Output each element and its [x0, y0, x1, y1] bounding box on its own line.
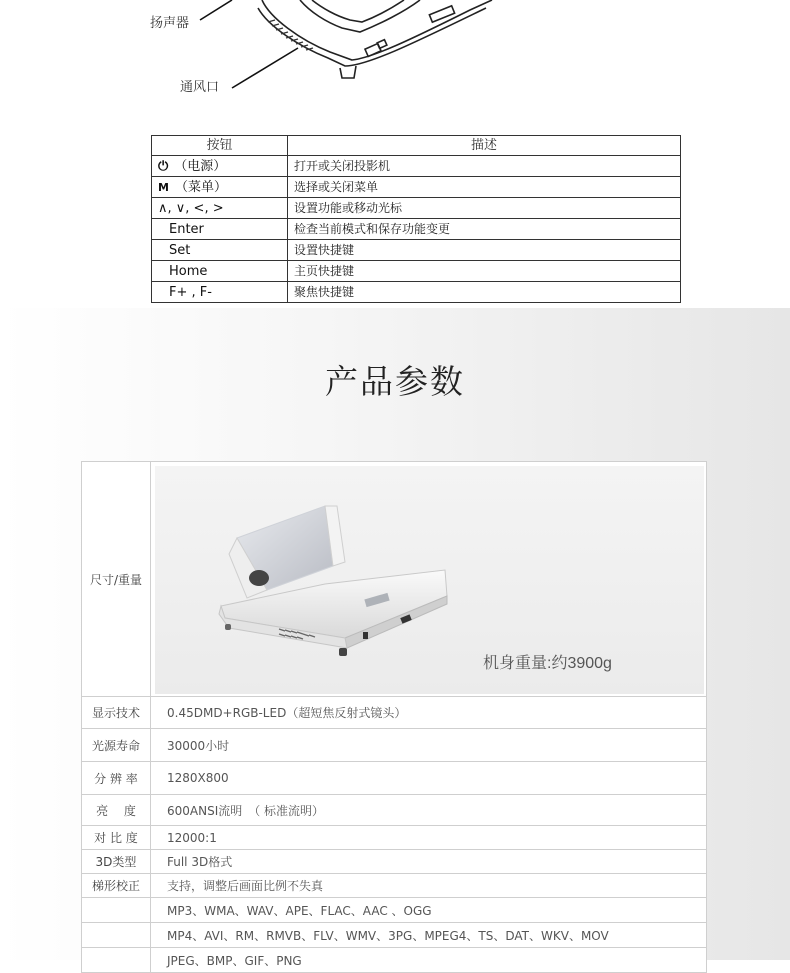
spec-label [82, 898, 151, 923]
weight-caption: 机身重量:约3900g [483, 655, 612, 672]
spec-value: Full 3D格式 [151, 850, 707, 874]
projector-photo [155, 466, 704, 692]
spec-value: 支持，调整后画面比例不失真 [151, 874, 707, 898]
desc-cell: 聚焦快捷键 [288, 282, 681, 303]
table-row [82, 697, 707, 729]
spec-label: 亮 度 [82, 795, 151, 826]
table-row [82, 898, 707, 923]
table-row [152, 219, 681, 240]
speaker-leader-line [200, 0, 232, 20]
key-cell: Set [152, 240, 288, 261]
spec-table [81, 461, 707, 973]
spec-value: 30000小时 [151, 729, 707, 762]
key-label: （电源） [174, 158, 227, 174]
spec-label: 对 比 度 [82, 826, 151, 850]
column-header-description: 描述 [288, 136, 681, 156]
button-description-table [151, 135, 681, 303]
desc-cell: 打开或关闭投影机 [288, 156, 681, 177]
key-cell: F+ , F- [152, 282, 288, 303]
key-cell [152, 177, 288, 198]
spec-value: JPEG、BMP、GIF、PNG [151, 948, 707, 973]
spec-value: 0.45DMD+RGB-LED（超短焦反射式镜头） [151, 697, 707, 729]
table-row [82, 874, 707, 898]
desc-cell: 主页快捷键 [288, 261, 681, 282]
desc-cell: 设置快捷键 [288, 240, 681, 261]
spec-label: 分 辨 率 [82, 762, 151, 795]
spec-label: 尺寸/重量 [82, 462, 151, 697]
table-row [82, 948, 707, 973]
table-row [152, 156, 681, 177]
table-row [82, 923, 707, 948]
spec-value: MP4、AVI、RM、RMVB、FLV、WMV、3PG、MPEG4、TS、DAT、WKV、MOV [151, 923, 707, 948]
key-cell: Home [152, 261, 288, 282]
spec-label: 显示技术 [82, 697, 151, 729]
desc-cell: 设置功能或移动光标 [288, 198, 681, 219]
table-row [82, 826, 707, 850]
key-cell [152, 156, 288, 177]
spec-value: 12000:1 [151, 826, 707, 850]
table-row [82, 762, 707, 795]
power-icon: ⏻ [158, 158, 169, 174]
product-image-cell [151, 462, 707, 697]
table-row [152, 240, 681, 261]
spec-value: 600ANSI流明 （ 标准流明） [151, 795, 707, 826]
table-row [82, 729, 707, 762]
column-header-button: 按钮 [152, 136, 288, 156]
vent-leader-line [232, 48, 298, 88]
spec-value: 1280X800 [151, 762, 707, 795]
desc-cell: 选择或关闭菜单 [288, 177, 681, 198]
table-row [82, 462, 707, 697]
key-label: （菜单） [174, 179, 227, 195]
table-row [152, 198, 681, 219]
table-row [82, 795, 707, 826]
spec-value: MP3、WMA、WAV、APE、FLAC、AAC 、OGG [151, 898, 707, 923]
spec-label [82, 923, 151, 948]
projector-line-drawing [0, 0, 790, 130]
table-row [152, 177, 681, 198]
menu-m-icon: M [158, 180, 169, 194]
product-image [155, 466, 704, 694]
key-cell: Enter [152, 219, 288, 240]
desc-cell: 检查当前模式和保存功能变更 [288, 219, 681, 240]
speaker-label: 扬声器 [150, 16, 190, 31]
key-cell: ∧, ∨, <, > [152, 198, 288, 219]
spec-label: 光源寿命 [82, 729, 151, 762]
table-row [152, 282, 681, 303]
table-header-row [152, 136, 681, 156]
table-row [152, 261, 681, 282]
spec-label: 3D类型 [82, 850, 151, 874]
table-row [82, 850, 707, 874]
vent-label: 通风口 [180, 80, 220, 95]
spec-label: 梯形校正 [82, 874, 151, 898]
section-title: 产品参数 [325, 362, 465, 401]
spec-label [82, 948, 151, 973]
